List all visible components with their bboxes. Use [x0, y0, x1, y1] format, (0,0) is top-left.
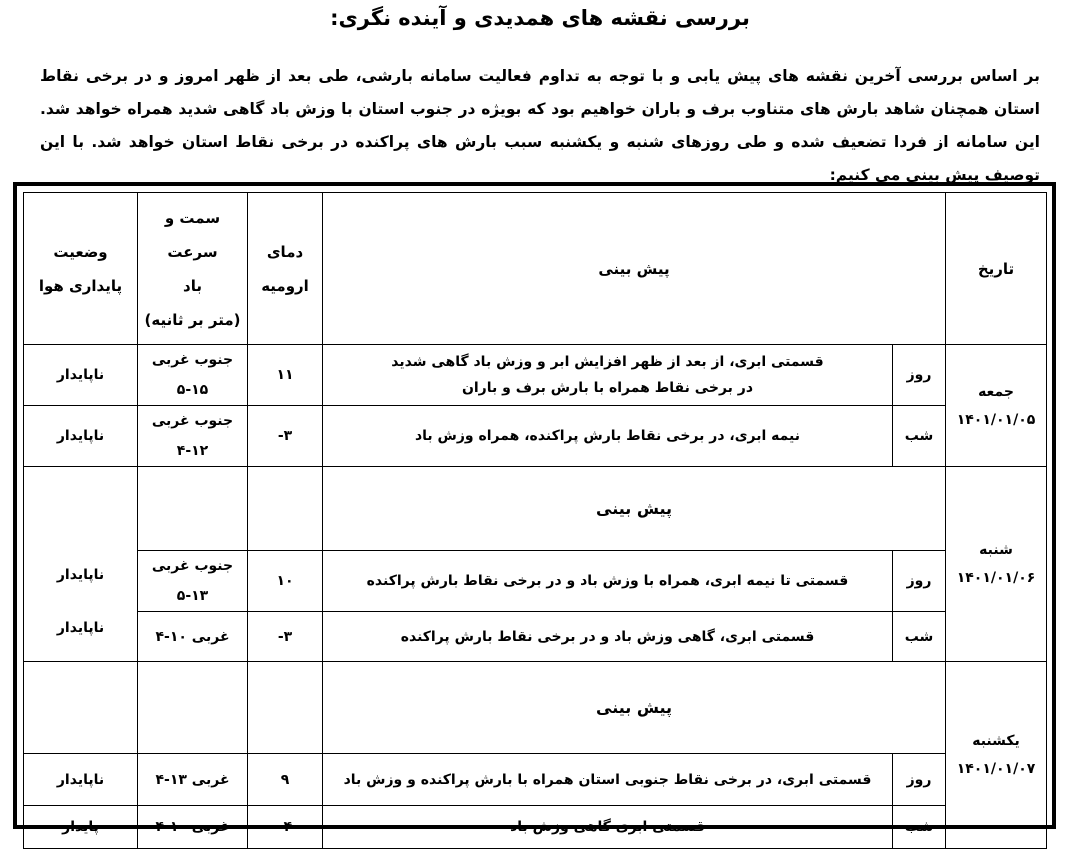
header-temperature [248, 193, 323, 345]
header-stability-line1: وضعیت [53, 242, 108, 261]
empty-cell [248, 467, 323, 551]
period-cell: روز [893, 754, 946, 806]
wind-cell: جنوب غربی ۱۳-۵ [138, 551, 248, 612]
wind-cell: جنوب غربی ۱۲-۴ [138, 406, 248, 467]
stability-value: ناپایدار [56, 567, 105, 583]
stability-cell [24, 467, 138, 662]
table-row [24, 345, 1047, 406]
temperature-cell: ۳- [248, 612, 323, 662]
period-cell: روز [893, 551, 946, 612]
forecast-subheader: پیش بینی [323, 467, 946, 551]
forecast-line: در برخی نقاط همراه با بارش برف و باران [461, 380, 754, 396]
period-cell: شب [893, 406, 946, 467]
day-name: جمعه [978, 383, 1014, 400]
date-value: ۱۴۰۱/۰۱/۰۶ [956, 570, 1036, 586]
forecast-table-frame [13, 182, 1056, 835]
header-wind [138, 193, 248, 345]
stability-cell: ناپایدار [24, 406, 138, 467]
date-cell [946, 467, 1047, 662]
wind-cell: غربی ۱۰-۴ [138, 612, 248, 662]
date-cell [946, 662, 1047, 849]
day-name: یکشنبه [972, 733, 1020, 749]
forecast-table [23, 192, 1047, 849]
table-row [24, 406, 1047, 467]
stability-cell: ناپایدار [24, 345, 138, 406]
forecast-cell: قسمتی ابری، گاهی وزش باد و در برخی نقاط بارش پراکنده [323, 612, 893, 662]
temperature-cell: ۱۰ [248, 551, 323, 612]
forecast-cell: نیمه ابری، در برخی نقاط بارش پراکنده، همراه وزش باد [323, 406, 893, 467]
header-stability-line2: پایداری هوا [38, 276, 123, 295]
table-header-row [24, 193, 1047, 345]
table-row [24, 806, 1047, 849]
header-temperature-line1: دمای [266, 242, 304, 261]
date-cell [946, 345, 1047, 467]
header-stability [24, 193, 138, 345]
temperature-cell: ۹ [248, 754, 323, 806]
date-value: ۱۴۰۱/۰۱/۰۵ [956, 411, 1036, 428]
header-date [946, 193, 1047, 345]
stability-cell: پایدار [24, 806, 138, 849]
stability-value: ناپایدار [56, 620, 105, 636]
empty-cell [138, 662, 248, 754]
header-wind-line3: (متر بر ثانیه) [144, 310, 241, 329]
empty-cell [138, 467, 248, 551]
header-forecast-label: پیش بینی [598, 259, 670, 278]
forecast-cell [323, 345, 893, 406]
header-wind-line2: باد [183, 276, 202, 295]
wind-cell: غربی ۱۰-۴ [138, 806, 248, 849]
period-cell: شب [893, 612, 946, 662]
forecast-subheader: پیش بینی [323, 662, 946, 754]
forecast-line: قسمتی ابری، از بعد از ظهر افزایش ابر و وزش باد گاهی شدید [391, 354, 824, 370]
day-name: شنبه [979, 542, 1013, 558]
period-cell: روز [893, 345, 946, 406]
table-row [24, 754, 1047, 806]
header-forecast [323, 193, 946, 345]
table-row [24, 612, 1047, 662]
empty-cell [248, 662, 323, 754]
empty-cell [24, 662, 138, 754]
forecast-cell: قسمتی تا نیمه ابری، همراه با وزش باد و در برخی نقاط بارش پراکنده [323, 551, 893, 612]
temperature-cell: ۱۱ [248, 345, 323, 406]
forecast-cell: قسمتی ابری، در برخی نقاط جنوبی استان همراه با بارش پراکنده و وزش باد [323, 754, 893, 806]
temperature-cell: ۳- [248, 406, 323, 467]
stability-cell: ناپایدار [24, 754, 138, 806]
wind-cell: غربی ۱۳-۴ [138, 754, 248, 806]
date-value: ۱۴۰۱/۰۱/۰۷ [956, 761, 1036, 777]
table-row [24, 662, 1047, 754]
intro-paragraph: بر اساس بررسی آخرین نقشه های پیش یابی و با توجه به تداوم فعالیت سامانه بارشی، طی بعد از ظهر امروز و در برخی نقاط استان همچنان شاهد بارش های متناوب برف و باران خواهیم بود که بویژه در جنوب استان با وزش باد گاهی شدید همراه خواهد شد. این سامانه از فردا تضعیف شده و طی روزهای شنبه و یکشنبه سبب بارش های پراکنده در برخی نقاط استان خواهد شد. با این توصیف پیش بینی می کنیم: [40, 67, 1040, 184]
header-wind-line1: سمت و سرعت [164, 208, 221, 261]
header-date-label: تاریخ [977, 259, 1015, 278]
header-temperature-line2: ارومیه [261, 276, 309, 295]
wind-cell: جنوب غربی ۱۵-۵ [138, 345, 248, 406]
table-row [24, 467, 1047, 551]
temperature-cell: ۴- [248, 806, 323, 849]
forecast-cell: قسمتی ابری گاهی وزش باد [323, 806, 893, 849]
period-cell: شب [893, 806, 946, 849]
page-title: بررسی نقشه های همدیدی و آینده نگری: [330, 6, 750, 30]
table-row [24, 551, 1047, 612]
